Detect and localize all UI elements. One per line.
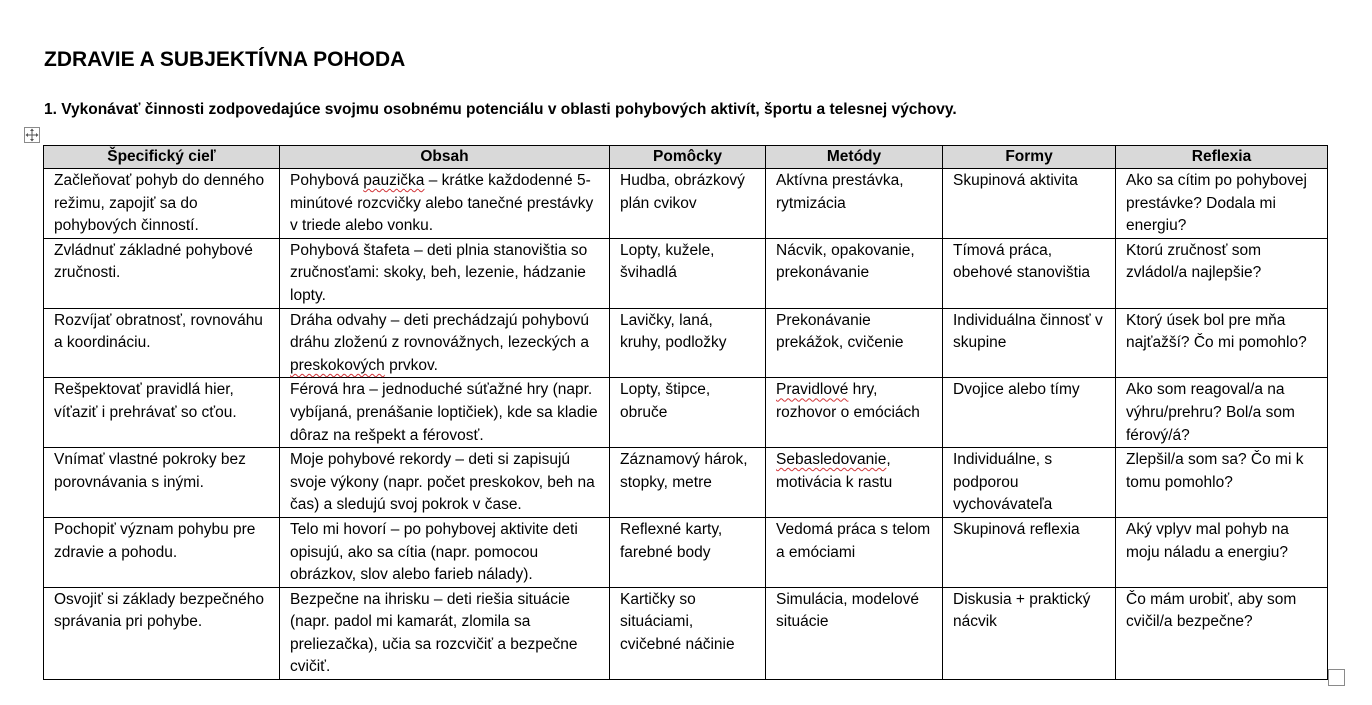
cell-formy[interactable]: Diskusia + praktický nácvik: [943, 587, 1116, 679]
cell-ciel[interactable]: Zvládnuť základné pohybové zručnosti.: [44, 238, 280, 308]
cell-pomocky[interactable]: Lavičky, laná, kruhy, podložky: [610, 308, 766, 378]
cell-reflexia[interactable]: Ktorý úsek bol pre mňa najťažší? Čo mi pomohlo?: [1116, 308, 1328, 378]
cell-pomocky[interactable]: Záznamový hárok, stopky, metre: [610, 448, 766, 518]
document-subtitle: 1. Vykonávať činnosti zodpovedajúce svojmu osobnému potenciálu v oblasti pohybových aktivít, športu a telesnej výchovy.: [44, 101, 957, 118]
table-row: [44, 587, 1328, 679]
cell-obsah-text: – krátke každodenné 5-minútové rozcvičky alebo tanečné prestávky v triede alebo vonku.: [290, 172, 594, 235]
cell-ciel[interactable]: Pochopiť význam pohybu pre zdravie a pohodu.: [44, 517, 280, 587]
cell-pomocky[interactable]: Reflexné karty, farebné body: [610, 517, 766, 587]
table-row: [44, 448, 1328, 518]
spelling-flagged-word: Pravidlové: [776, 381, 849, 399]
header-metody: Metódy: [766, 146, 943, 169]
header-specificky-ciel: Špecifický cieľ: [44, 146, 280, 169]
cell-ciel[interactable]: Začleňovať pohyb do denného režimu, zapojiť sa do pohybových činností.: [44, 169, 280, 239]
table-row: [44, 517, 1328, 587]
cell-metody[interactable]: Vedomá práca s telom a emóciami: [766, 517, 943, 587]
cell-obsah[interactable]: Pohybová štafeta – deti plnia stanovištia so zručnosťami: skoky, beh, lezenie, hádzanie lopty.: [280, 238, 610, 308]
cell-ciel[interactable]: Rešpektovať pravidlá hier, víťaziť i prehrávať so cťou.: [44, 378, 280, 448]
cell-reflexia[interactable]: Ako som reagoval/a na výhru/prehru? Bol/a som férový/á?: [1116, 378, 1328, 448]
cell-obsah-text: Dráha odvahy – deti prechádzajú pohybovú dráhu zloženú z rovnovážnych, lezeckých a: [290, 311, 590, 352]
table-row: [44, 308, 1328, 378]
cell-obsah[interactable]: [280, 308, 610, 378]
cell-formy[interactable]: Dvojice alebo tímy: [943, 378, 1116, 448]
cell-formy[interactable]: Skupinová reflexia: [943, 517, 1116, 587]
cell-obsah[interactable]: Bezpečne na ihrisku – deti riešia situácie (napr. padol mi kamarát, zlomila sa preliezačka), učia sa rozcvičiť a bezpečne cvičiť.: [280, 587, 610, 679]
cell-metody[interactable]: [766, 378, 943, 448]
cell-reflexia[interactable]: Ako sa cítim po pohybovej prestávke? Dodala mi energiu?: [1116, 169, 1328, 239]
cell-metody[interactable]: Aktívna prestávka, rytmizácia: [766, 169, 943, 239]
cell-ciel[interactable]: Osvojiť si základy bezpečného správania pri pohybe.: [44, 587, 280, 679]
cell-formy[interactable]: Skupinová aktivita: [943, 169, 1116, 239]
cell-obsah-text: prvkov.: [384, 356, 438, 374]
cell-obsah-text: Pohybová: [290, 172, 364, 189]
cell-ciel[interactable]: Rozvíjať obratnosť, rovnováhu a koordináciu.: [44, 308, 280, 378]
spelling-flagged-word: Sebasledovanie: [776, 451, 887, 469]
document-title: ZDRAVIE A SUBJEKTÍVNA POHODA: [44, 48, 406, 71]
cell-pomocky[interactable]: Hudba, obrázkový plán cvikov: [610, 169, 766, 239]
table-move-handle-icon[interactable]: [24, 127, 40, 143]
header-formy: Formy: [943, 146, 1116, 169]
table-resize-handle-icon[interactable]: [1328, 669, 1345, 686]
header-reflexia: Reflexia: [1116, 146, 1328, 169]
cell-reflexia[interactable]: Ktorú zručnosť som zvládol/a najlepšie?: [1116, 238, 1328, 308]
cell-formy[interactable]: Tímová práca, obehové stanovištia: [943, 238, 1116, 308]
cell-formy[interactable]: Individuálne, s podporou vychovávateľa: [943, 448, 1116, 518]
table-row: [44, 169, 1328, 239]
header-obsah: Obsah: [280, 146, 610, 169]
cell-obsah[interactable]: Telo mi hovorí – po pohybovej aktivite deti opisujú, ako sa cítia (napr. pomocou obrázkov, slov alebo farieb nálady).: [280, 517, 610, 587]
cell-metody[interactable]: [766, 448, 943, 518]
cell-reflexia[interactable]: Aký vplyv mal pohyb na moju náladu a energiu?: [1116, 517, 1328, 587]
cell-metody[interactable]: Simulácia, modelové situácie: [766, 587, 943, 679]
cell-reflexia[interactable]: Zlepšil/a som sa? Čo mi k tomu pomohlo?: [1116, 448, 1328, 518]
header-pomocky: Pomôcky: [610, 146, 766, 169]
cell-obsah[interactable]: [280, 169, 610, 239]
cell-metody-text: , motivácia k rastu: [776, 451, 893, 491]
cell-obsah[interactable]: Moje pohybové rekordy – deti si zapisujú svoje výkony (napr. počet preskokov, beh na čas) a sledujú svoj pokrok v čase.: [280, 448, 610, 518]
spelling-flagged-word: preskokových: [290, 356, 385, 374]
cell-reflexia[interactable]: Čo mám urobiť, aby som cvičil/a bezpečne?: [1116, 587, 1328, 679]
cell-metody[interactable]: Nácvik, opakovanie, prekonávanie: [766, 238, 943, 308]
cell-ciel[interactable]: Vnímať vlastné pokroky bez porovnávania s inými.: [44, 448, 280, 518]
cell-metody[interactable]: Prekonávanie prekážok, cvičenie: [766, 308, 943, 378]
spelling-flagged-word: pauzička: [363, 172, 425, 189]
table-header-row: [44, 146, 1328, 169]
cell-obsah[interactable]: Férová hra – jednoduché súťažné hry (napr. vybíjaná, prenášanie loptičiek), kde sa kladie dôraz na rešpekt a férovosť.: [280, 378, 610, 448]
table-row: [44, 238, 1328, 308]
cell-pomocky[interactable]: Lopty, štipce, obruče: [610, 378, 766, 448]
cell-pomocky[interactable]: Kartičky so situáciami, cvičebné náčinie: [610, 587, 766, 679]
lesson-plan-table: [43, 145, 1328, 680]
cell-formy[interactable]: Individuálna činnosť v skupine: [943, 308, 1116, 378]
table-row: [44, 378, 1328, 448]
cell-metody-text: hry, rozhovor o emóciách: [776, 381, 920, 421]
cell-pomocky[interactable]: Lopty, kužele, švihadlá: [610, 238, 766, 308]
